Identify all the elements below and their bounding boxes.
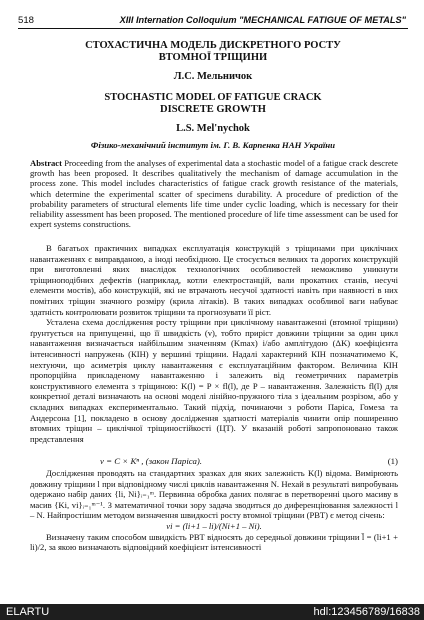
viewer-footer bbox=[0, 604, 424, 620]
formula-number: (1) bbox=[387, 456, 398, 466]
paragraph: Усталена схема дослідження росту тріщини при циклічному навантаженні (втомної тріщини) ґрунтується на припущенні, що її швидкість (v), тобто приріст довжини тріщини за один цикл навантаження визначається найбільшим значенням (Kmax) і/або амплітудою (ΔK) коефіцієнта інтенсивності напружень (КІН) у вершині тріщини. Надалі характерний КІН позначатимемо K, нехтуючи, що асиметрія циклу навантаження є експлуатаційним фактором. Величина КІН пропорційна прикладеному навантаженню і залежить від геометричних параметрів конструктивного елемента з тріщиною: K(l) = P × fl(l), де P – навантаження. Залежність fl(l) для конкретної деталі визначають на основі моделі лінійно-пружного тіла з ідеальним розрізом, або у складних випадках експериментально. Такий підхід, починаючи з роботи Паріса, Гомеза та Андерсона [1], покладено в основу дослідження здатності матеріалів чинити опір поширенню втомних тріщин – циклічної тріщиностійкості (ЦТ). У вказаній роботі запропоновано також представлення bbox=[30, 317, 398, 444]
title-en-line2: DISCRETE GROWTH bbox=[160, 104, 266, 115]
footer-handle[interactable]: hdl:123456789/16838 bbox=[313, 606, 420, 618]
running-header bbox=[18, 14, 408, 29]
paragraph: Дослідження проводять на стандартних зразках для яких залежність K(l) відома. Вимірюють довжину тріщини l при відповідному числі циклів навантаження N. Нехай в результаті випробувань одержано набір даних {li, Ni}ᵢ₌₁ᵐ. Первинна обробка даних полягає в перетворенні цього масиву в масив {Ki, vi}ᵢ₌₁ᵐ⁻¹. З математичної точки зору задача зводиться до диференціювання залежності l – N. Найпростішим методом визначення швидкості росту втомної тріщини (РВТ) є метод січень: bbox=[30, 468, 398, 521]
running-title: XIII Internation Colloquium "MECHANICAL FATIGUE OF METALS" bbox=[119, 15, 406, 25]
abstract-label: Abstract bbox=[30, 158, 62, 168]
title-en-line1: STOCHASTIC MODEL OF FATIGUE CRACK bbox=[104, 92, 322, 103]
author-en: L.S. Mel'nychok bbox=[176, 123, 250, 134]
page-number: 518 bbox=[18, 15, 35, 26]
body-text-2 bbox=[30, 468, 398, 553]
title-en bbox=[18, 92, 408, 116]
paragraph: Визначену таким способом швидкість РВТ відносять до середньої довжини тріщини l̄ = (li+1 + li)/2, за якою визначають відповідний коефіцієнт інтенсивності bbox=[30, 531, 398, 553]
paragraph: В багатьох практичних випадках експлуатація конструкцій з тріщинами при циклічних навантаженнях є виправданою, а іноді необхідною. Це стосується великих та дорогих конструкцій при виготовленні яких внаслідок технологічних особливостей неможливо уникнути тріщиноподібних дефектів (наприклад, котли електростанцій, вали прокатних станів, несучі елементи мостів), або конструкцій, які не втрачають несучої здатності навіть при наявності в них помітних тріщин значного розміру (крила літаків). В таких випадках особливої ваги набуває здатність контролювати розвиток тріщини та прогнозувати її ріст. bbox=[30, 243, 398, 317]
title-ua-line2: ВТОМНОЇ ТРІЩИНИ bbox=[158, 52, 268, 63]
formula-secant: vi = (li+1 – li)/(Ni+1 – Ni). bbox=[166, 520, 262, 531]
affiliation: Фізико-механічний інститут ім. Г. В. Карпенка НАН України bbox=[90, 140, 336, 150]
author-ua: Л.С. Мельничок bbox=[173, 71, 253, 82]
formula-text: v = C × Kⁿ , (закон Паріса). bbox=[100, 456, 202, 466]
title-ua-line1: СТОХАСТИЧНА МОДЕЛЬ ДИСКРЕТНОГО РОСТУ bbox=[85, 40, 341, 51]
abstract-text: Proceeding from the analyses of experimental data a stochastic model of a fatigue crack descrete growth has been proposed. It describes qualitatively the mechanism of damage accumulation in the process zone. This model includes characteristics of fatigue crack growth resistance of the materials, which determine the experimental scatter of specimens durability. A procedure of prediction of the probability parameters of structural elements life time under cyclic loading, which is necessary for their reliability assessment has been proposed. The mentioned procedure of life time assessment can be used for expert systems constructions. bbox=[30, 158, 398, 230]
abstract bbox=[30, 158, 398, 229]
title-ua bbox=[18, 40, 408, 64]
formula-paris bbox=[30, 456, 398, 468]
footer-source: ELARTU bbox=[6, 606, 50, 618]
body-text bbox=[30, 243, 398, 444]
